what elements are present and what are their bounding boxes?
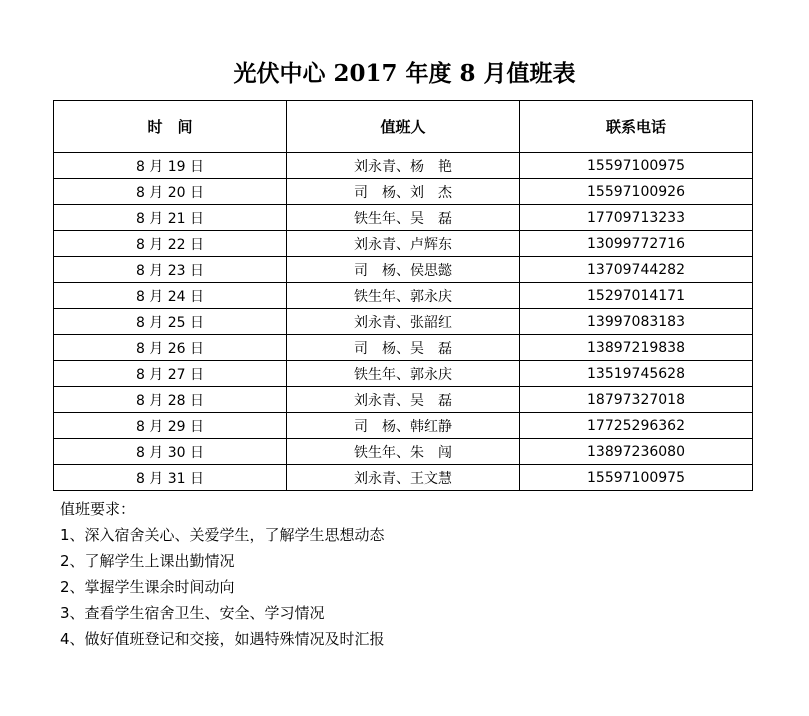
phone-cell: 13997083183 xyxy=(520,309,753,335)
staff-cell: 刘永青、杨 艳 xyxy=(287,153,520,179)
table-row xyxy=(54,257,753,283)
page-title: 光伏中心 2017 年度 8 月值班表 xyxy=(233,60,576,87)
staff-cell: 铁生年、朱 闯 xyxy=(287,439,520,465)
date-cell: 8 月 22 日 xyxy=(54,231,287,257)
requirement-item: 2、掌握学生课余时间动向 xyxy=(60,578,235,596)
table-row xyxy=(54,283,753,309)
phone-cell: 15597100975 xyxy=(520,465,753,491)
date-cell: 8 月 21 日 xyxy=(54,205,287,231)
staff-cell: 刘永青、吴 磊 xyxy=(287,387,520,413)
table-row xyxy=(54,309,753,335)
header-contact-phone: 联系电话 xyxy=(520,101,753,153)
staff-cell: 铁生年、郭永庆 xyxy=(287,361,520,387)
table-row xyxy=(54,179,753,205)
staff-cell: 铁生年、吴 磊 xyxy=(287,205,520,231)
date-cell: 8 月 30 日 xyxy=(54,439,287,465)
requirement-item: 4、做好值班登记和交接，如遇特殊情况及时汇报 xyxy=(60,630,385,648)
table-row xyxy=(54,413,753,439)
phone-cell: 15297014171 xyxy=(520,283,753,309)
phone-cell: 17709713233 xyxy=(520,205,753,231)
date-cell: 8 月 20 日 xyxy=(54,179,287,205)
phone-cell: 17725296362 xyxy=(520,413,753,439)
phone-cell: 13897219838 xyxy=(520,335,753,361)
date-cell: 8 月 26 日 xyxy=(54,335,287,361)
table-row xyxy=(54,335,753,361)
staff-cell: 铁生年、郭永庆 xyxy=(287,283,520,309)
header-on-duty-staff: 值班人 xyxy=(287,101,520,153)
table-row xyxy=(54,205,753,231)
requirement-item: 1、深入宿舍关心、关爱学生，了解学生思想动态 xyxy=(60,526,385,544)
phone-cell: 13897236080 xyxy=(520,439,753,465)
phone-cell: 18797327018 xyxy=(520,387,753,413)
phone-cell: 13709744282 xyxy=(520,257,753,283)
table-row xyxy=(54,465,753,491)
requirement-item: 3、查看学生宿舍卫生、安全、学习情况 xyxy=(60,604,325,622)
phone-cell: 15597100926 xyxy=(520,179,753,205)
date-cell: 8 月 19 日 xyxy=(54,153,287,179)
duty-schedule-table xyxy=(53,100,753,491)
date-cell: 8 月 31 日 xyxy=(54,465,287,491)
date-cell: 8 月 24 日 xyxy=(54,283,287,309)
staff-cell: 司 杨、吴 磊 xyxy=(287,335,520,361)
table-row xyxy=(54,439,753,465)
table-row xyxy=(54,387,753,413)
phone-cell: 13099772716 xyxy=(520,231,753,257)
table-row xyxy=(54,153,753,179)
staff-cell: 刘永青、卢辉东 xyxy=(287,231,520,257)
staff-cell: 刘永青、王文慧 xyxy=(287,465,520,491)
date-cell: 8 月 27 日 xyxy=(54,361,287,387)
staff-cell: 司 杨、侯思懿 xyxy=(287,257,520,283)
staff-cell: 刘永青、张韶红 xyxy=(287,309,520,335)
staff-cell: 司 杨、刘 杰 xyxy=(287,179,520,205)
requirement-item: 2、了解学生上课出勤情况 xyxy=(60,552,235,570)
date-cell: 8 月 28 日 xyxy=(54,387,287,413)
requirements-heading: 值班要求： xyxy=(60,500,136,518)
staff-cell: 司 杨、韩红静 xyxy=(287,413,520,439)
header-time: 时 间 xyxy=(54,101,287,153)
date-cell: 8 月 29 日 xyxy=(54,413,287,439)
date-cell: 8 月 23 日 xyxy=(54,257,287,283)
table-header-row xyxy=(54,101,753,153)
table-row xyxy=(54,231,753,257)
phone-cell: 13519745628 xyxy=(520,361,753,387)
duty-requirements xyxy=(60,496,385,652)
table-row xyxy=(54,361,753,387)
date-cell: 8 月 25 日 xyxy=(54,309,287,335)
phone-cell: 15597100975 xyxy=(520,153,753,179)
